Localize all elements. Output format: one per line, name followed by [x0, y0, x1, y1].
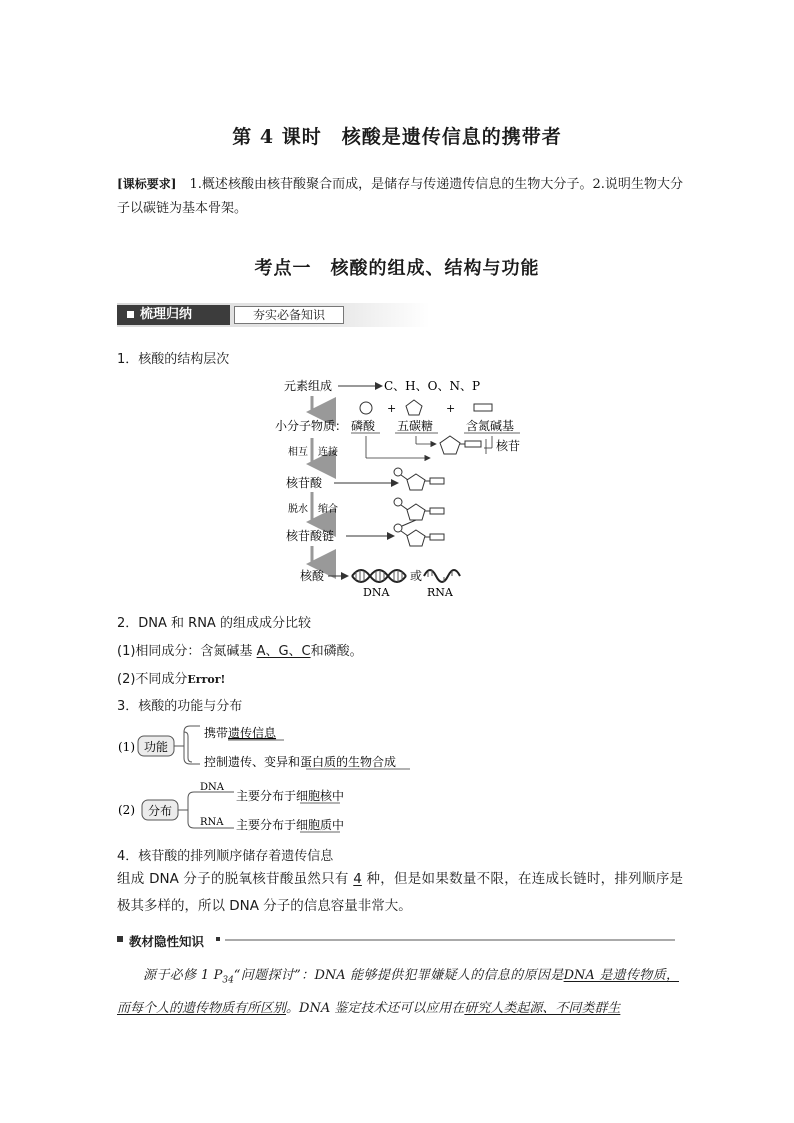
nucleoside-label: 核苷 [496, 439, 521, 453]
item3-heading: 3．核酸的功能与分布 [117, 699, 243, 714]
pentose-label: 五碳糖 [397, 419, 434, 433]
rna-strand-icon [424, 570, 460, 582]
phosphate-label: 磷酸 [351, 419, 376, 433]
function-number: (1) [118, 740, 135, 754]
rna-label: RNA [427, 586, 453, 599]
function-1: 携带遗传信息 [204, 726, 277, 740]
answer-blank: 研究人类起源、不同类群生 [464, 1000, 621, 1016]
distribution-1: 主要分布于细胞核中 [236, 789, 345, 803]
plus-sign: + [446, 402, 456, 415]
nucleotide-label: 核苷酸 [286, 476, 323, 490]
answer-blank: DNA 是遗传物质，而每个人的遗传物质有所区别 [117, 968, 679, 1016]
item4-heading: 4．核苷酸的排列顺序储存着遗传信息 [117, 849, 334, 864]
section-title: 考点一 核酸的组成、结构与功能 [254, 258, 540, 279]
answer-blank: 4 [353, 871, 362, 887]
item2-line2: (2)不同成分Error! [117, 672, 226, 687]
distribution-2: 主要分布于细胞质中 [236, 818, 345, 832]
plus-sign: + [387, 402, 397, 415]
element-label: 元素组成 [284, 379, 333, 393]
error-text: Error! [187, 673, 226, 686]
curriculum-requirement [117, 172, 683, 221]
banner-dark-label [117, 305, 230, 325]
connect-label-a: 相互 [288, 447, 308, 458]
item4-paragraph: 组成 DNA 分子的脱氧核苷酸虽然只有 4 种，但是如果数量不限，在连成长链时，排列顺序是极其多样的，所以 DNA 分子的信息容量非常大。 [117, 871, 683, 914]
distribution-number: (2) [118, 803, 135, 817]
requirement-tag: [课标要求] [117, 177, 177, 191]
dna-label: DNA [363, 586, 390, 599]
divider [225, 939, 675, 941]
phosphate-circle-icon [360, 402, 372, 414]
hidden-knowledge-heading: 教材隐性知识 [117, 932, 677, 950]
answer-blank: A、G、C [256, 644, 311, 659]
dehydrate-label-b: 缩合 [318, 504, 338, 515]
distribution-box-label: 分布 [147, 804, 173, 818]
page-title: 第 4 课时 核酸是遗传信息的携带者 [232, 126, 562, 148]
connect-label-b: 连接 [318, 447, 338, 458]
or-label: 或 [410, 569, 423, 583]
dna-helix-icon [352, 570, 406, 582]
function-distribution-diagram [114, 718, 414, 838]
elements-value: C、H、O、N、P [384, 379, 481, 393]
dna-branch-label: DNA [200, 782, 224, 793]
requirement-text: 1.概述核酸由核苷酸聚合而成，是储存与传递遗传信息的生物大分子。2.说明生物大分子以碳链为基本骨架。 [117, 177, 683, 216]
nucleic-acid-label: 核酸 [300, 569, 325, 583]
function-2: 控制遗传、变异和蛋白质的生物合成 [204, 755, 397, 769]
nucleoside-pentagon-icon [440, 436, 460, 454]
banner-light-label: 夯实必备知识 [234, 306, 344, 324]
item2-heading: 2．DNA 和 RNA 的组成成分比较 [117, 616, 311, 631]
square-bullet-icon [127, 311, 134, 318]
hidden-knowledge-note: 源于必修 1 $P_{34}“$问题探讨”：DNA 能够提供犯罪嫌疑人的信息的原因是DNA 是遗传物质，而每个人的遗传物质有所区别。DNA 鉴定技术还可以应用在研究人类起源、不同类群生 [117, 968, 679, 1016]
base-rectangle-icon [474, 404, 492, 411]
square-bullet-icon [216, 937, 220, 941]
nucleotide-pentagon-icon [407, 474, 425, 490]
banner-dark-text: 梳理归纳 [140, 307, 193, 322]
pentose-pentagon-icon [406, 400, 422, 415]
dehydrate-label-a: 脱水 [288, 504, 308, 515]
square-bullet-icon [117, 936, 123, 942]
summary-banner [117, 303, 430, 327]
small-molecule-label: 小分子物质： [275, 419, 348, 433]
chain-label: 核苷酸链 [286, 529, 335, 543]
item2-line1: (1)相同成分：含氮碱基 A、G、C和磷酸。 [117, 644, 363, 659]
nucleic-acid-structure-diagram [270, 374, 570, 602]
item1-heading: 1．核酸的结构层次 [117, 352, 230, 367]
function-box-label: 功能 [143, 740, 169, 754]
base-label: 含氮碱基 [466, 419, 515, 433]
rna-branch-label: RNA [200, 817, 224, 828]
